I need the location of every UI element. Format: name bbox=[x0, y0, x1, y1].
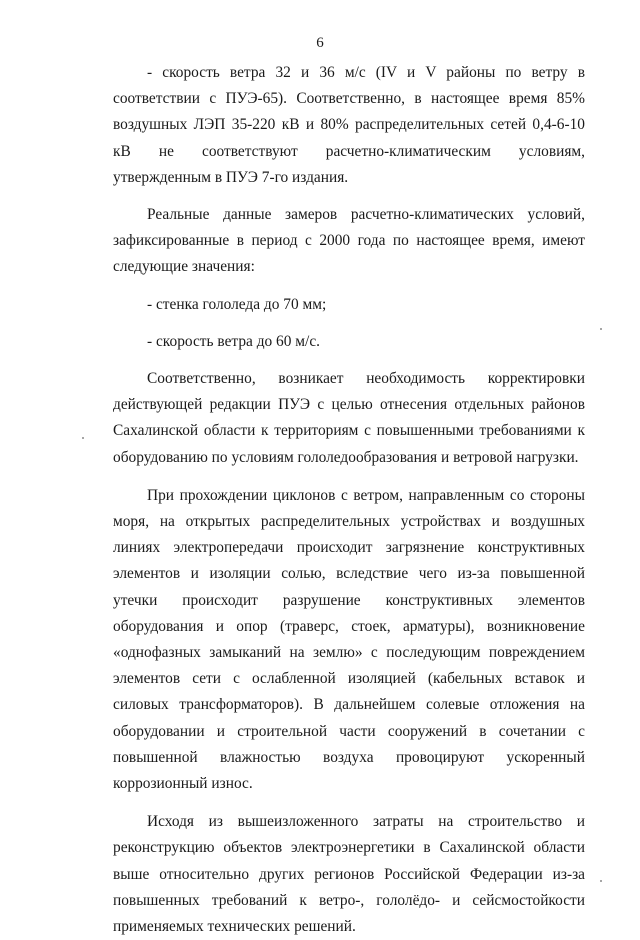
list-item-ice-wall: - стенка гололеда до 70 мм; bbox=[147, 295, 327, 313]
scan-speck bbox=[600, 328, 602, 330]
scan-speck bbox=[600, 880, 602, 882]
paragraph-real-data: Реальные данные замеров расчетно-климатических условий, зафиксированные в период с 2000 года по настоящее время, имеют следующие значения: bbox=[113, 206, 585, 276]
paragraph-correction-need: Соответственно, возникает необходимость корректировки действующей редакции ПУЭ с целью отнесения отдельных районов Сахалинской области к территориям с повышенными требованиями к оборудованию по условиям гололедообразования и ветровой нагрузки. bbox=[113, 370, 585, 466]
scan-speck bbox=[82, 437, 84, 439]
page-number: 6 bbox=[316, 35, 324, 51]
paragraph-conclusion: Исходя из вышеизложенного затраты на строительство и реконструкцию объектов электроэнергетики в Сахалинской области выше относительно других регионов Российской Федерации из-за повышенных требований к ветро-, гололёдо- и сейсмостойкости применяемых технических решений. bbox=[113, 813, 585, 936]
paragraph-wind-speed-continuation: - скорость ветра 32 и 36 м/с (IV и V районы по ветру в соответствии с ПУЭ-65). Соответственно, в настоящее время 85% воздушных ЛЭП 35-220 кВ и 80% распределительных сетей 0,4-6-10 кВ не соответствуют расчетно-климатическим условиям, утвержденным в ПУЭ 7-го издания. bbox=[113, 64, 585, 186]
paragraph-cyclones: При прохождении циклонов с ветром, направленным со стороны моря, на открытых распределительных устройствах и воздушных линиях электропередачи происходит загрязнение конструктивных элементов и изоляции солью, вследствие чего из-за повышенной утечки происходит разрушение конструктивных элементов оборудования и опор (траверс, стоек, арматуры), возникновение «однофазных замыканий на землю» с последующим повреждением элементов сети с ослабленной изоляцией (кабельных вставок и силовых трансформаторов). В дальнейшем солевые отложения на оборудовании и строительной части сооружений в сочетании с повышенной влажностью воздуха провоцируют ускоренный коррозионный износ. bbox=[113, 486, 585, 793]
list-item-wind-speed-max: - скорость ветра до 60 м/с. bbox=[147, 332, 320, 350]
document-body bbox=[113, 60, 585, 940]
